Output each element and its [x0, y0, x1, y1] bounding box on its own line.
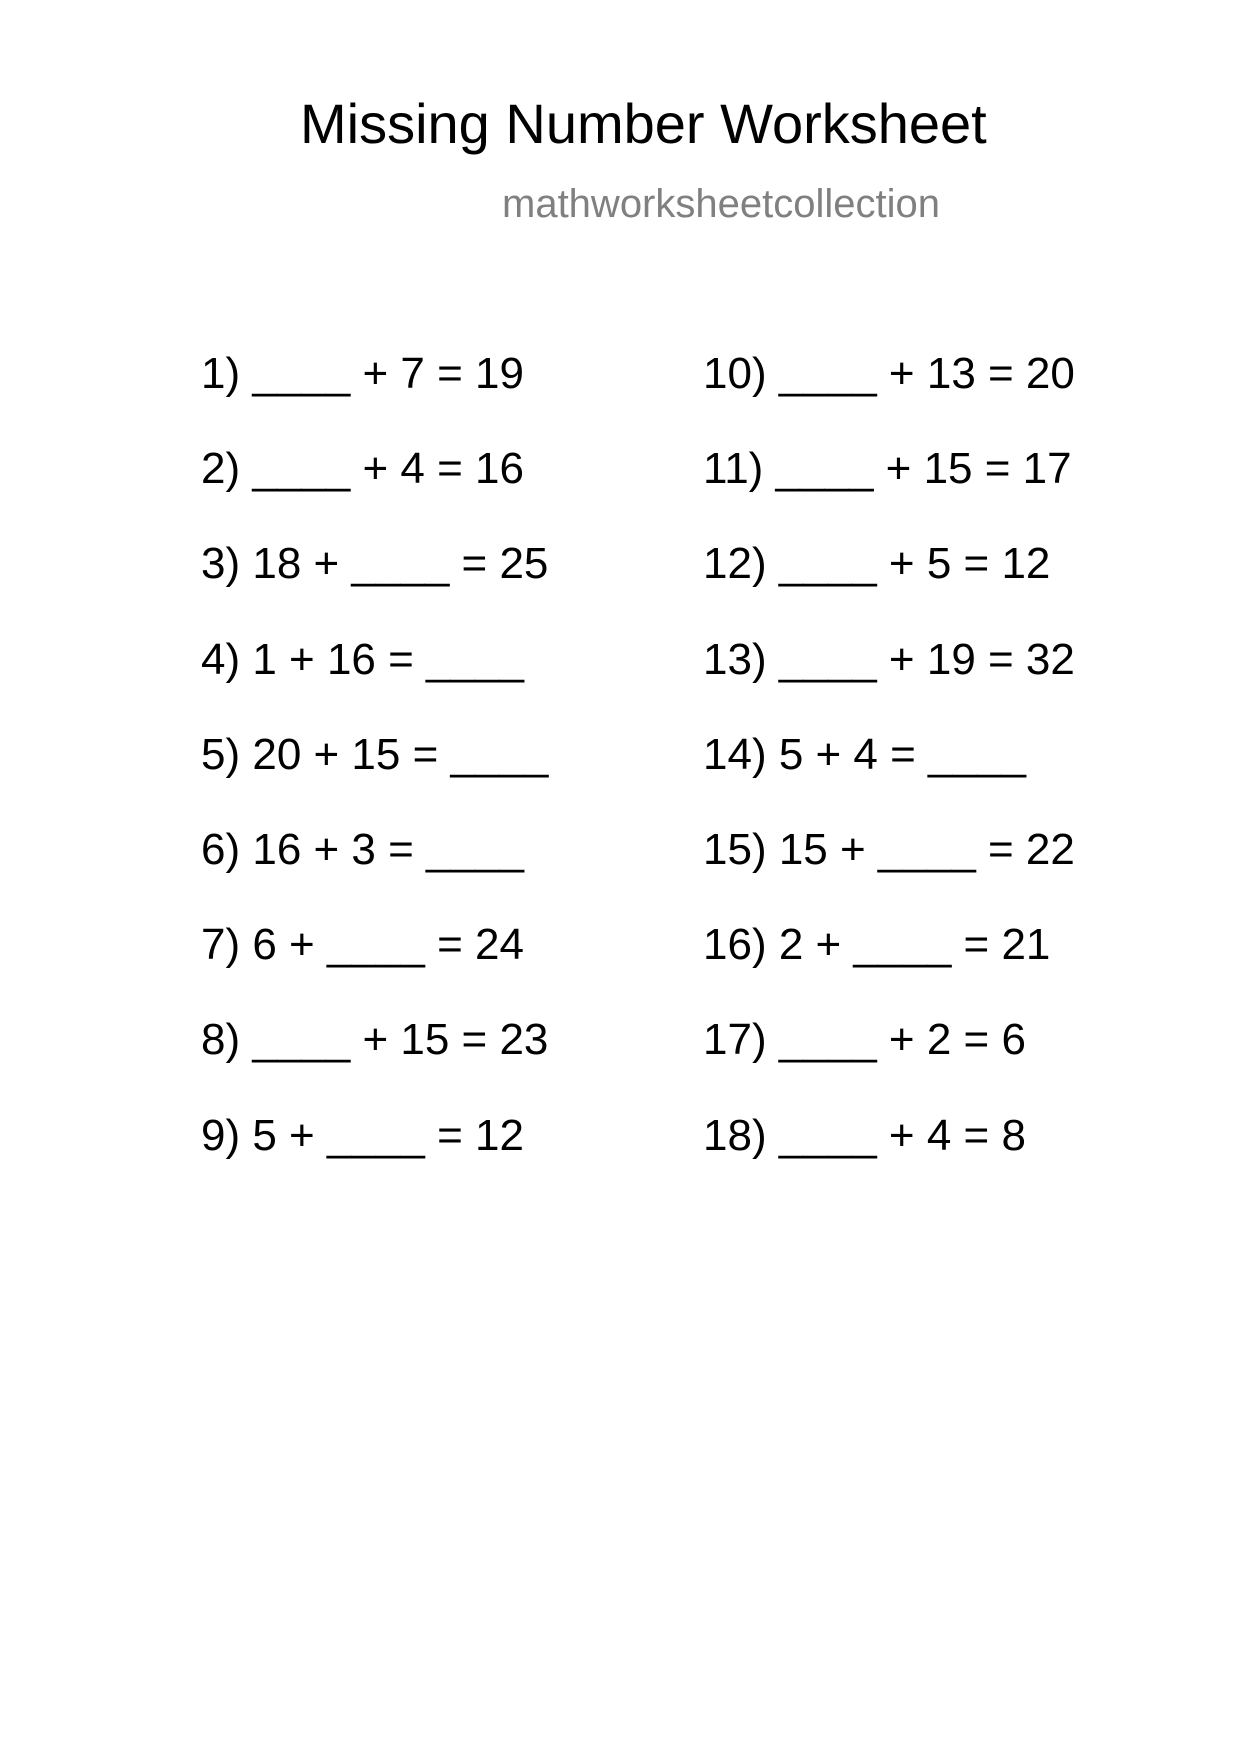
page-title: Missing Number Worksheet [300, 92, 987, 155]
problems-column-left [201, 349, 549, 1209]
problem-18: 18) ____ + 4 = 8 [703, 1110, 1026, 1160]
problem-12: 12) ____ + 5 = 12 [703, 539, 1051, 589]
problem-8: 8) ____ + 15 = 23 [201, 1015, 549, 1065]
site-watermark: mathworksheetcollection [502, 182, 940, 226]
problem-4: 4) 1 + 16 = ____ [201, 634, 524, 684]
problem-10: 10) ____ + 13 = 20 [703, 349, 1075, 398]
problem-1: 1) ____ + 7 = 19 [201, 349, 524, 398]
problem-2: 2) ____ + 4 = 16 [201, 444, 524, 494]
problem-9: 9) 5 + ____ = 12 [201, 1110, 524, 1160]
problem-7: 7) 6 + ____ = 24 [201, 920, 524, 970]
problem-17: 17) ____ + 2 = 6 [703, 1015, 1026, 1065]
problem-6: 6) 16 + 3 = ____ [201, 824, 524, 874]
problem-11: 11) ____ + 15 = 17 [703, 444, 1072, 494]
problem-5: 5) 20 + 15 = ____ [201, 729, 549, 779]
problem-16: 16) 2 + ____ = 21 [703, 920, 1051, 970]
problem-3: 3) 18 + ____ = 25 [201, 539, 549, 589]
problem-13: 13) ____ + 19 = 32 [703, 634, 1075, 684]
problem-14: 14) 5 + 4 = ____ [703, 729, 1026, 779]
problems-column-right [703, 349, 1075, 1209]
problem-15: 15) 15 + ____ = 22 [703, 824, 1075, 874]
